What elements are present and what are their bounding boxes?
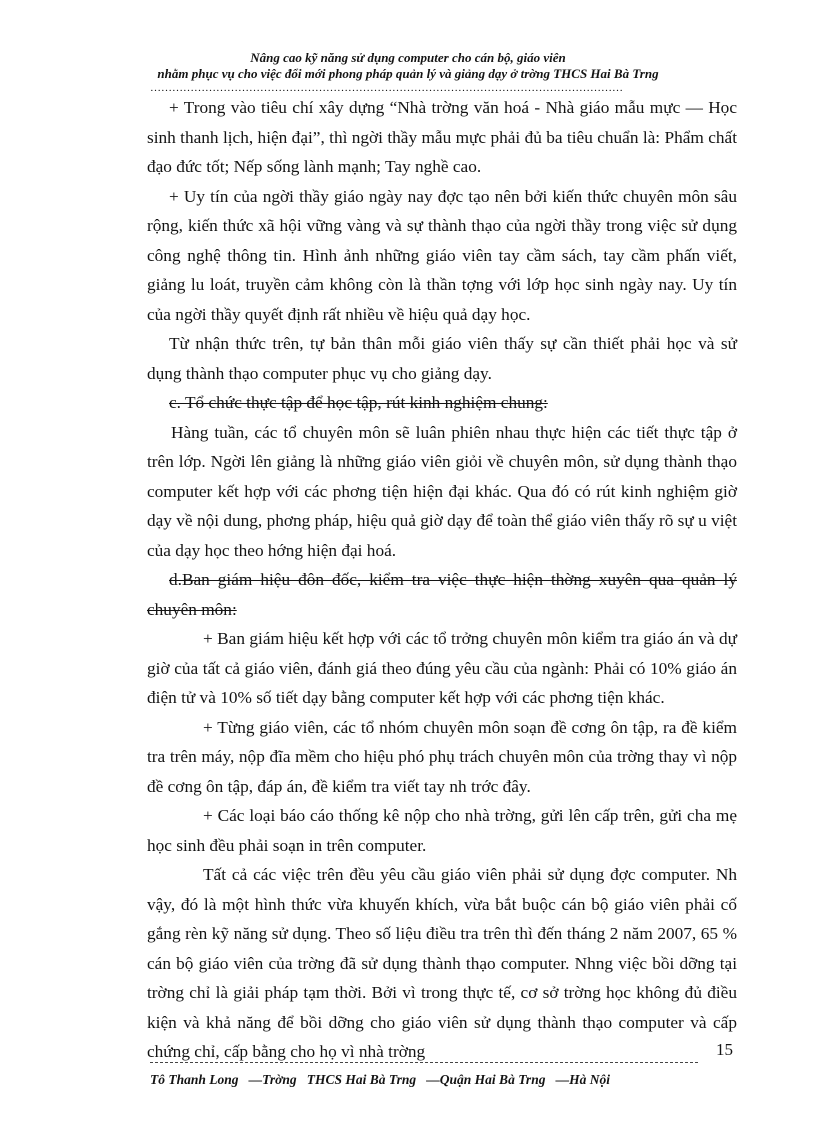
- footer-divider: [150, 1062, 698, 1063]
- section-heading-d: [147, 565, 737, 624]
- page-footer: Tô Thanh Long —Trờng THCS Hai Bà Trng —Quận Hai Bà Trng —Hà Nội: [150, 1072, 610, 1087]
- section-heading-c: [147, 388, 737, 418]
- paragraph-4: Hàng tuần, các tổ chuyên môn sẽ luân phiên nhau thực hiện các tiết thực tập ở trên lớp. Ngời lên giảng là những giáo viên giỏi về chuyên môn, sử dụng thành thạo computer kết hợp với các phơng tiện hiện đại khác. Qua đó có rút kinh nghiệm giờ dạy về nội dung, phơng pháp, hiệu quả giờ dạy để toàn thể giáo viên thấy rõ sự u việt của dạy học theo hớng hiện đại hoá.: [147, 422, 737, 560]
- paragraph-7: + Các loại báo cáo thống kê nộp cho nhà trờng, gửi lên cấp trên, gửi cha mẹ học sinh đều phải soạn in trên computer.: [147, 806, 737, 855]
- paragraph-1: + Trong vào tiêu chí xây dựng “Nhà trờng văn hoá - Nhà giáo mẫu mực — Học sinh thanh lịch, hiện đại”, thì ngời thầy mẫu mực phải đủ ba tiêu chuẩn là: Phẩm chất đạo đức tốt; Nếp sống lành mạnh; Tay nghề cao.: [147, 98, 737, 176]
- header-dotted-rule: …………………………………………………………………………………………………………………: [150, 82, 623, 94]
- page-number: 15: [716, 1040, 733, 1059]
- paragraph-2: + Uy tín của ngời thầy giáo ngày nay đợc tạo nên bởi kiến thức chuyên môn sâu rộng, kiến thức xã hội vững vàng và sự thành thạo của ngời thầy trong việc sử dụng công nghệ thông tin. Hình ảnh những giáo viên tay cầm sách, tay cầm phấn viết, giảng lu loát, truyền cảm không còn là thần tợng với lớp học sinh ngày nay. Uy tín của ngời thầy quyết định rất nhiều về hiệu quả dạy học.: [147, 186, 737, 324]
- paragraph-6: + Từng giáo viên, các tổ nhóm chuyên môn soạn đề cơng ôn tập, ra đề kiểm tra trên máy, nộp đĩa mềm cho hiệu phó phụ trách chuyên môn của trờng thay vì nộp đề cơng ôn tập, đáp án, đề kiểm tra viết tay nh trớc đây.: [147, 717, 737, 796]
- paragraph-5: + Ban giám hiệu kết hợp với các tổ trởng chuyên môn kiểm tra giáo án và dự giờ của tất cả giáo viên, đánh giá theo đúng yêu cầu của ngành: Phải có 10% giáo án điện tử và 10% số tiết dạy bằng computer kết hợp với các phơng tiện khác.: [147, 629, 737, 707]
- header-line-2: nhằm phục vụ cho việc đổi mới phong pháp quản lý và giảng dạy ở trờng THCS Hai Bà Trng: [157, 66, 659, 81]
- document-body: [147, 93, 737, 1067]
- section-heading-c-text: c. Tổ chức thực tập để học tập, rút kinh nghiệm chung:: [169, 393, 548, 412]
- section-heading-d-text: d.Ban giám hiệu đôn đốc, kiểm tra việc thực hiện thờng xuyên qua quản lý chuyên môn:: [147, 570, 737, 619]
- paragraph-3: Từ nhận thức trên, tự bản thân mỗi giáo viên thấy sự cần thiết phải học và sử dụng thành thạo computer phục vụ cho giảng dạy.: [147, 334, 737, 383]
- header-line-1: Nâng cao kỹ năng sử dụng computer cho cán bộ, giáo viên: [250, 50, 566, 65]
- paragraph-8: Tất cả các việc trên đều yêu cầu giáo viên phải sử dụng đợc computer. Nh vậy, đó là một hình thức vừa khuyến khích, vừa bắt buộc cán bộ giáo viên phải cố gắng rèn kỹ năng sử dụng. Theo số liệu điều tra trên thì đến tháng 2 năm 2007, 65 % cán bộ giáo viên của trờng đã sử dụng thành thạo computer. Nhng việc bồi dỡng tại trờng chỉ là giải pháp tạm thời. Bởi vì trong thực tế, cơ sở trờng học không đủ điều kiện và khả năng để bồi dỡng cho giáo viên sử dụng thành thạo computer và cấp chứng chỉ, cấp bằng cho họ vì nhà trờng: [147, 865, 737, 1061]
